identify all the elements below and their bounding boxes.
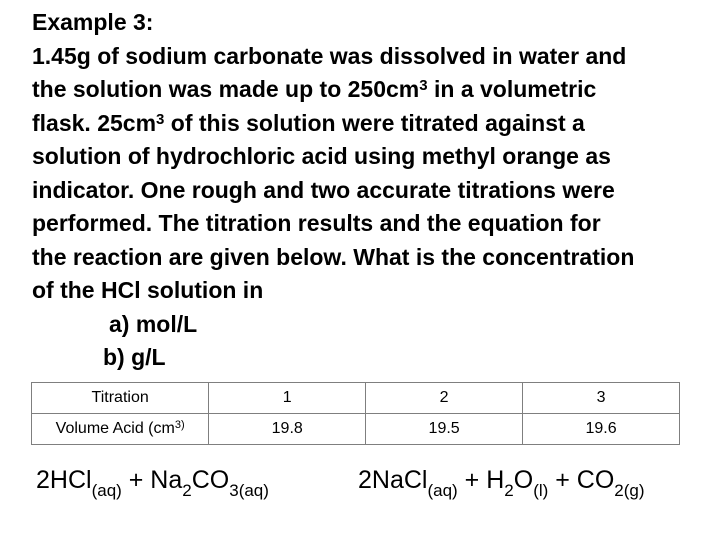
equation-products: 2NaCl$_{(aq)}$ + $H_2O_{(l)} + CO_{2(g)}$ [358, 466, 645, 500]
titration-results-table [31, 382, 680, 445]
problem-line: 1.45g of sodium carbonate was dissolved in water and [32, 42, 627, 69]
problem-text [32, 6, 692, 375]
header-cell: 3 [523, 383, 680, 414]
superscript: 3 [156, 110, 165, 128]
table-cell: 19.8 [209, 414, 366, 445]
row-label: Volume Acid ($cm^{3)}$ [32, 414, 209, 445]
problem-line: performed. The titration results and the equation for [32, 210, 601, 236]
header-label: Titration [32, 383, 209, 414]
problem-title: Example 3: [32, 9, 154, 35]
problem-line: indicator. One rough and two accurate titrations were [32, 176, 615, 203]
table-cell: 19.6 [523, 414, 680, 445]
table-header-row [32, 383, 680, 414]
header-cell: 2 [366, 383, 523, 414]
question-part-b: b) g/L [103, 344, 166, 370]
problem-line: flask. $25cm^3$ of this solution were titrated against a [32, 109, 585, 136]
table-row [32, 414, 680, 445]
equation-reactants: $2HCl_{(aq)} + Na_2CO_{3(aq)}$ [36, 466, 269, 500]
superscript: 3 [419, 77, 428, 94]
problem-line: solution of hydrochloric acid using methyl orange as [32, 143, 611, 169]
header-cell: 1 [209, 383, 366, 414]
problem-line: the reaction are given below. What is the concentration [32, 243, 635, 270]
problem-line: of the HCl solution in [32, 277, 264, 303]
unit-superscript: 3) [174, 419, 185, 431]
problem-line: the solution was made up to $250cm^3$ in a volumetric [32, 76, 597, 102]
question-part-a: a) mol/L [109, 310, 198, 337]
table-cell: 19.5 [366, 414, 523, 445]
